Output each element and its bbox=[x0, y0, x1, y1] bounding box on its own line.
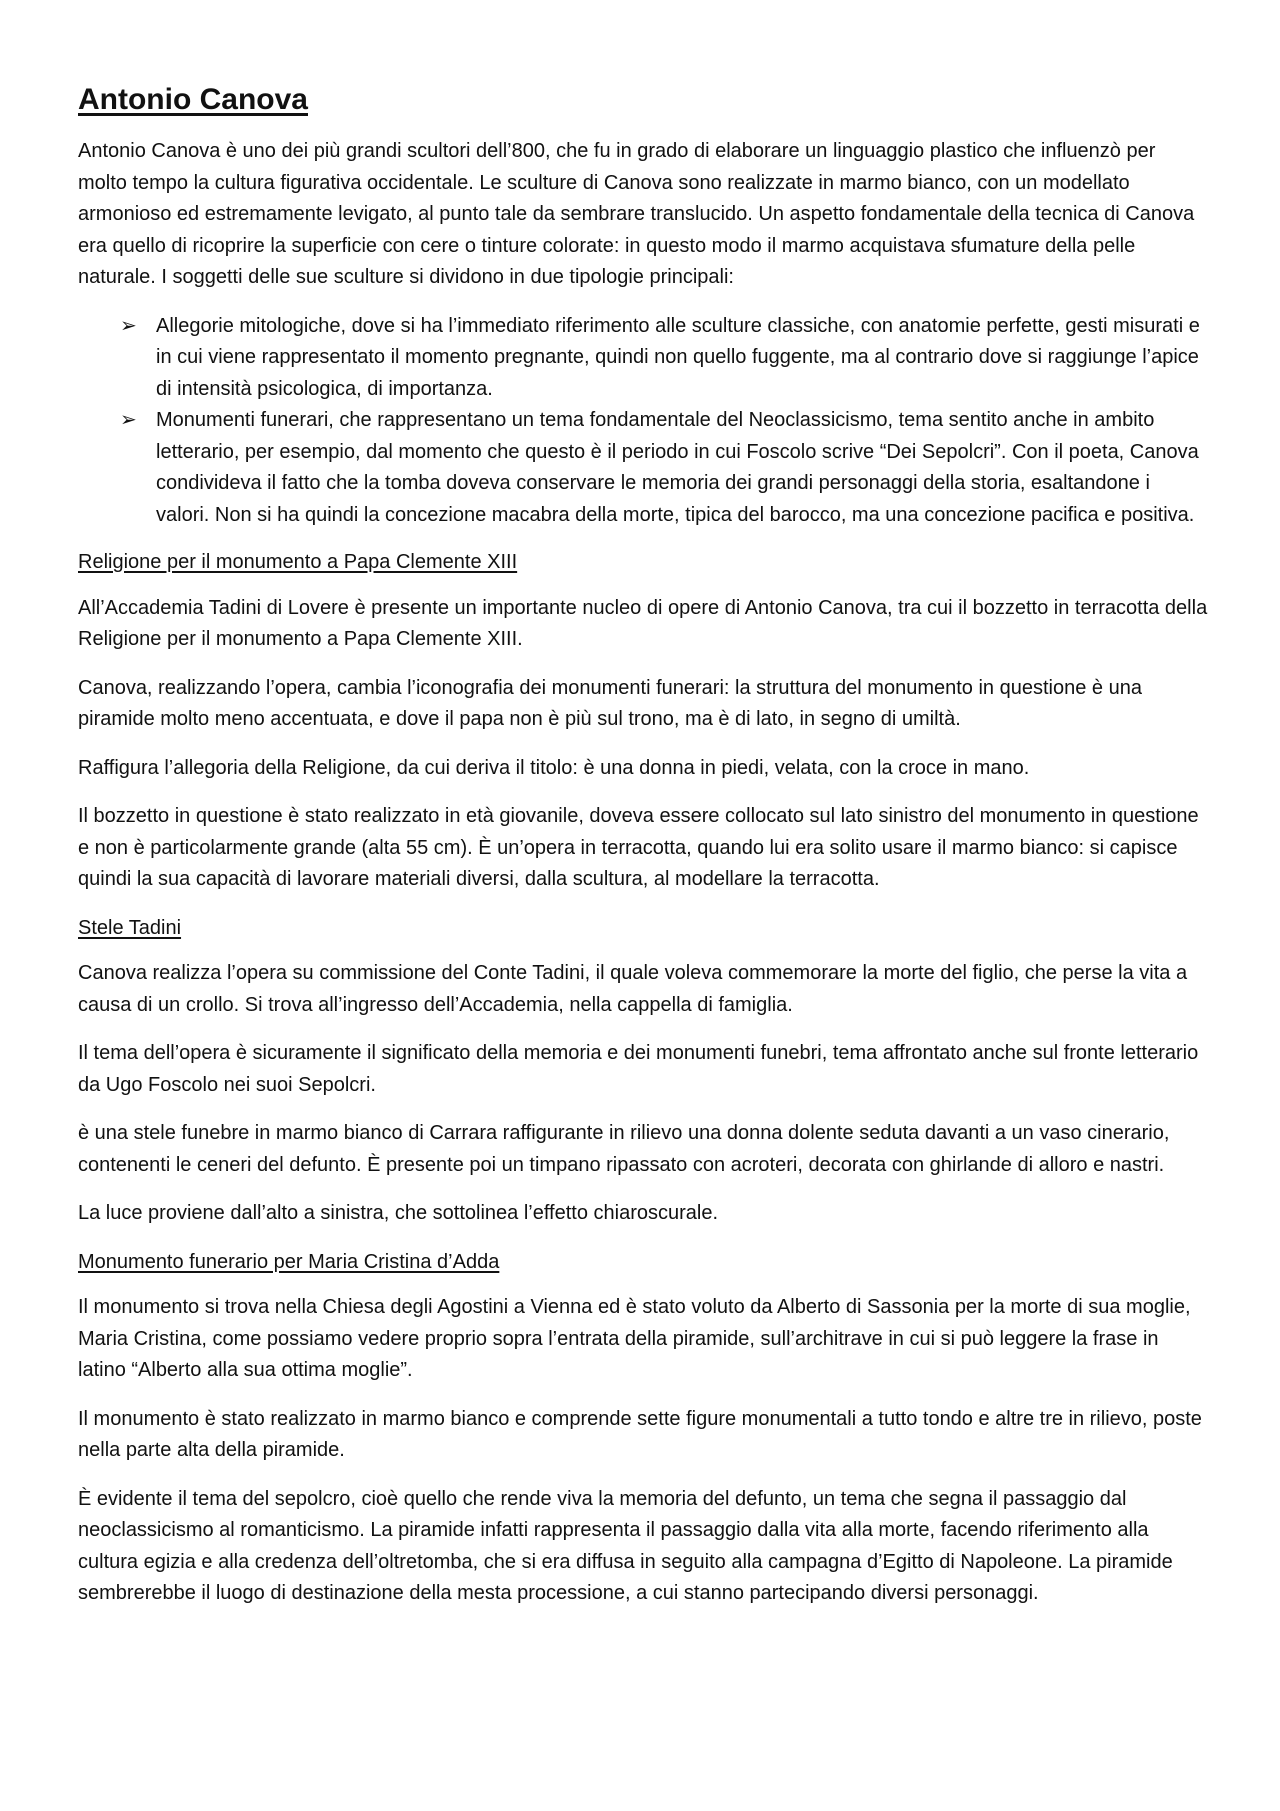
list-item bbox=[120, 311, 1208, 406]
section-title: Stele Tadini bbox=[78, 916, 182, 939]
list-item bbox=[120, 405, 1208, 531]
section-paragraph: Canova, realizzando l’opera, cambia l’iconografia dei monumenti funerari: la struttura del monumento in questione è una piramide molto meno accentuata, e dove il papa non è più sul trono, ma è di lato, in segno di umiltà. bbox=[78, 676, 1142, 730]
arrow-bullet-icon: ➢ bbox=[120, 314, 137, 337]
section-paragraph: Il monumento è stato realizzato in marmo bianco e comprende sette figure monumentali a tutto tondo e altre tre in rilievo, poste nella parte alta della piramide. bbox=[78, 1407, 1202, 1461]
arrow-bullet-icon: ➢ bbox=[120, 409, 137, 431]
section-paragraph: La luce proviene dall’alto a sinistra, che sottolinea l’effetto chiaroscurale. bbox=[78, 1202, 718, 1224]
section-title: Religione per il monumento a Papa Clemente XIII bbox=[78, 551, 518, 573]
list-item-text: Allegorie mitologiche, dove si ha l’immediato riferimento alle sculture classiche, con anatomie perfette, gesti misurati e in cui viene rappresentato il momento pregnante, quindi non quello fuggente, ma al contrario dove si raggiunge l’apice di intensità psicologica, di importanza. bbox=[156, 314, 1200, 400]
typology-list bbox=[78, 311, 1208, 532]
document-title: Antonio Canova bbox=[78, 83, 308, 116]
section-paragraph: All’Accademia Tadini di Lovere è presente un importante nucleo di opere di Antonio Canova, tra cui il bozzetto in terracotta della Religione per il monumento a Papa Clemente XIII. bbox=[78, 596, 1208, 650]
section-maria-cristina bbox=[78, 1247, 1208, 1610]
section-stele-tadini bbox=[78, 913, 1208, 1230]
section-paragraph: Raffigura l’allegoria della Religione, da cui deriva il titolo: è una donna in piedi, velata, con la croce in mano. bbox=[78, 756, 1030, 779]
section-paragraph: È evidente il tema del sepolcro, cioè quello che rende viva la memoria del defunto, un tema che segna il passaggio dal neoclassicismo al romanticismo. La piramide infatti rappresenta il passaggio dalla vita alla morte, facendo riferimento alla cultura egizia e alla credenza dell’oltretomba, che si era diffusa in seguito alla campagna d’Egitto di Napoleone. La piramide sembrerebbe il luogo di destinazione della mesta processione, a cui stanno partecipando diversi personaggi. bbox=[78, 1487, 1173, 1604]
section-paragraph: Canova realizza l’opera su commissione del Conte Tadini, il quale voleva commemorare la morte del figlio, che perse la vita a causa di un crollo. Si trova all’ingresso dell’Accademia, nella cappella di famiglia. bbox=[78, 962, 1188, 1016]
section-paragraph: Il monumento si trova nella Chiesa degli Agostini a Vienna ed è stato voluto da Alberto di Sassonia per la morte di sua moglie, Maria Cristina, come possiamo vedere proprio sopra l’entrata della piramide, sull’architrave in cui si può leggere la frase in latino “Alberto alla sua ottima moglie”. bbox=[78, 1296, 1191, 1381]
section-title: Monumento funerario per Maria Cristina d’Adda bbox=[78, 1250, 500, 1273]
section-religione bbox=[78, 547, 1208, 896]
section-paragraph: Il bozzetto in questione è stato realizzato in età giovanile, doveva essere collocato sul lato sinistro del monumento in questione e non è particolarmente grande (alta 55 cm). È un’opera in terracotta, quando lui era solito usare il marmo bianco: si capisce quindi la sua capacità di lavorare materiali diversi, dalla scultura, al modellare la terracotta. bbox=[78, 805, 1199, 890]
section-paragraph: Il tema dell’opera è sicuramente il significato della memoria e dei monumenti funebri, tema affrontato anche sul fronte letterario da Ugo Foscolo nei suoi Sepolcri. bbox=[78, 1042, 1199, 1096]
intro-paragraph: Antonio Canova è uno dei più grandi scultori dell’800, che fu in grado di elaborare un linguaggio plastico che influenzò per molto tempo la cultura figurativa occidentale. Le sculture di Canova sono realizzate in marmo bianco, con un modellato armonioso ed estremamente levigato, al punto tale da sembrare translucido. Un aspetto fondamentale della tecnica di Canova era quello di ricoprire la superficie con cere o tinture colorate: in questo modo il marmo acquistava sfumature della pelle naturale. I soggetti delle sue sculture si dividono in due tipologie principali: bbox=[78, 140, 1195, 288]
section-paragraph: è una stele funebre in marmo bianco di Carrara raffigurante in rilievo una donna dolente seduta davanti a un vaso cinerario, contenenti le ceneri del defunto. È presente poi un timpano ripassato con acroteri, decorata con ghirlande di alloro e nastri. bbox=[78, 1122, 1170, 1176]
list-item-text: Monumenti funerari, che rappresentano un tema fondamentale del Neoclassicismo, tema sentito anche in ambito letterario, per esempio, dal momento che questo è il periodo in cui Foscolo scrive “Dei Sepolcri”. Con il poeta, Canova condivideva il fatto che la tomba doveva conservare le memoria dei grandi personaggi della storia, esaltandone i valori. Non si ha quindi la concezione macabra della morte, tipica del barocco, ma una concezione pacifica e positiva. bbox=[156, 409, 1199, 526]
